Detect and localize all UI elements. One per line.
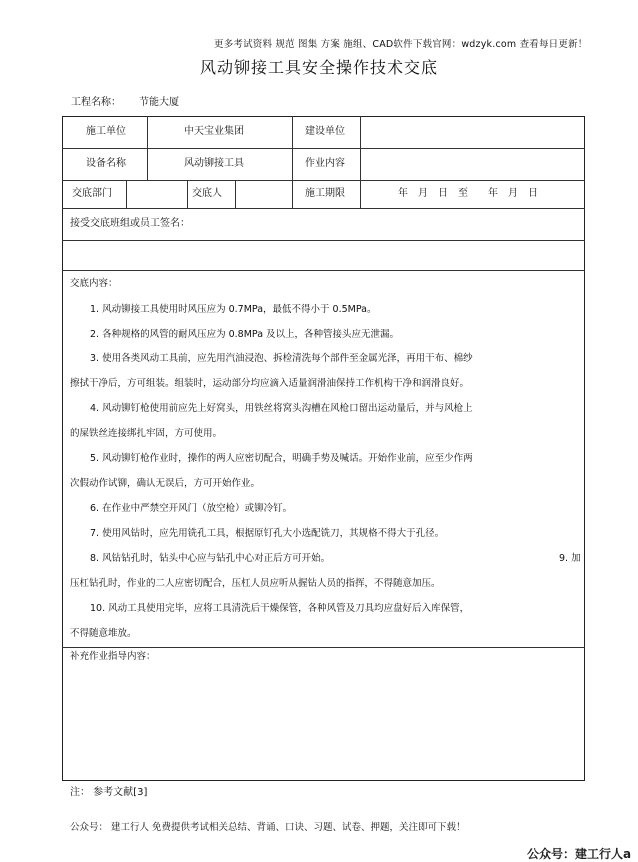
row-divider xyxy=(62,270,585,271)
content-line-nine-start: 9. 加 xyxy=(559,553,581,564)
col-divider xyxy=(360,116,361,180)
top-note: 更多考试资料 规范 图集 方案 施组、CAD软件下载官网：wdzyk.com 查看每日更新！ xyxy=(214,39,588,50)
content-line: 2. 各种规格的风管的耐风压应为 0.8MPa 及以上，各种管接头应无泄漏。 xyxy=(90,329,400,340)
content-line: 3. 使用各类风动工具前，应先用汽油浸泡、拆检清洗每个部件至金属光泽，再用干布、棉纱 xyxy=(90,353,473,364)
col-divider xyxy=(360,180,361,208)
construction-unit-value: 中天宝业集团 xyxy=(184,126,244,137)
row-divider xyxy=(62,208,585,209)
disclosure-dept-label: 交底部门 xyxy=(72,188,112,199)
work-content-label: 作业内容 xyxy=(305,158,345,169)
public-account-note: 公众号： 建工行人 免费提供考试相关总结、背诵、口诀、习题、试卷、押题，关注即可下载！ xyxy=(70,822,466,833)
content-line: 擦拭干净后，方可组装。组装时，运动部分均应滴入适量润滑油保持工作机构干净和润滑良好。 xyxy=(70,378,470,389)
col-divider xyxy=(187,180,188,208)
content-line: 次假动作试铆，确认无误后，方可开始作业。 xyxy=(70,478,261,489)
content-line: 4. 风动铆钉枪使用前应先上好窝头，用铁丝将窝头沟槽在风枪口留出运动量后，并与风枪上 xyxy=(90,403,473,414)
construction-period-value: 年 月 日 至 年 月 日 xyxy=(398,188,538,199)
project-name xyxy=(71,93,179,108)
content-line: 不得随意堆放。 xyxy=(70,628,137,639)
discloser-label: 交底人 xyxy=(192,188,222,199)
disclosure-form-table xyxy=(62,116,585,781)
equipment-label: 设备名称 xyxy=(86,158,126,169)
content-line: 1. 风动铆接工具使用时风压应为 0.7MPa，最低不得小于 0.5MPa。 xyxy=(90,304,377,315)
col-divider xyxy=(126,180,127,208)
construction-period-label: 施工期限 xyxy=(305,188,345,199)
content-line: 7. 使用风钻时，应先用铣孔工具，根据原钉孔大小选配铣刀，其规格不得大于孔径。 xyxy=(90,528,445,539)
document-title: 风动铆接工具安全操作技术交底 xyxy=(199,58,438,77)
project-name-value: 节能大厦 xyxy=(139,97,179,108)
row-divider xyxy=(62,240,585,241)
supplement-label: 补充作业指导内容： xyxy=(70,651,156,662)
construction-unit-label: 施工单位 xyxy=(86,126,126,137)
equipment-value: 风动铆接工具 xyxy=(184,158,244,169)
col-divider xyxy=(235,180,236,208)
content-line: 10. 风动工具使用完毕，应将工具清洗后干燥保管，各种风管及刀具均应盘好后入库保管， xyxy=(90,603,470,614)
content-heading: 交底内容： xyxy=(70,278,118,289)
row-divider xyxy=(62,180,585,181)
row-divider xyxy=(62,647,585,648)
col-divider xyxy=(147,116,148,180)
row-divider xyxy=(62,148,585,149)
content-line: 压杠钻孔时，作业的二人应密切配合，压杠人员应听从握钻人员的指挥，不得随意加压。 xyxy=(70,578,441,589)
col-divider xyxy=(292,180,293,208)
content-line: 8. 风钻钻孔时，钻头中心应与钻孔中心对正后方可开始。 xyxy=(90,553,331,564)
content-line: 6. 在作业中严禁空开风门（放空枪）或铆冷钉。 xyxy=(90,503,293,514)
content-line: 的屎铁丝连接绑扎牢固，方可使用。 xyxy=(70,428,223,439)
watermark: 公众号：建工行人a xyxy=(527,847,632,861)
reference-note: 注： 参考文献[3] xyxy=(70,787,148,798)
content-line: 5. 风动铆钉枪作业时，操作的两人应密切配合，明确手势及喊话。开始作业前，应至少作两 xyxy=(90,453,473,464)
col-divider xyxy=(292,116,293,180)
project-name-label: 工程名称： xyxy=(71,97,121,108)
signature-label: 接受交底班组或员工签名： xyxy=(70,218,190,229)
build-unit-label: 建设单位 xyxy=(305,126,345,137)
